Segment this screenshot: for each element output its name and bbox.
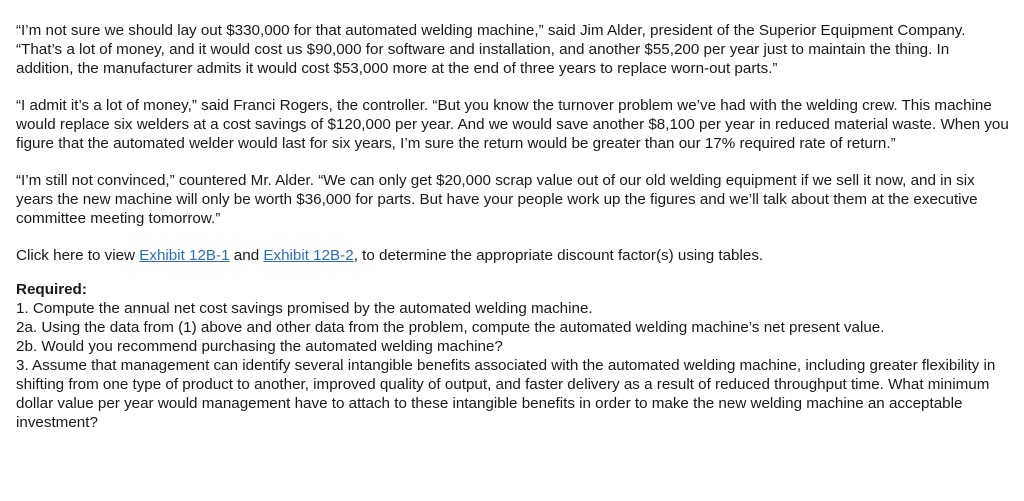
required-item-1: 1. Compute the annual net cost savings promised by the automated welding machine. — [16, 300, 593, 317]
paragraph-alder-reply: “I’m still not convinced,” countered Mr. Alder. “We can only get $20,000 scrap value out of our old welding equipment if we sell it now, and in six years the new machine will only be worth $36,000 for parts. But have your people work up the figures and we’ll talk about them at the executive committee meeting tomorrow.” — [16, 172, 978, 227]
exhibits-suffix: , to determine the appropriate discount factor(s) using tables. — [353, 247, 764, 264]
required-item-3: 3. Assume that management can identify several intangible benefits associated with the automated welding machine, including greater flexibility in shifting from one type of product to another, improved quality of output, and faster delivery as a result of reduced throughput time. What minimum dollar value per year would management have to attach to these intangible benefits in order to make the new welding machine an acceptable investment? — [16, 357, 996, 431]
paragraph-rogers-statement: “I admit it’s a lot of money,” said Franci Rogers, the controller. “But you know the turnover problem we’ve had with the welding crew. This machine would replace six welders at a cost savings of $120,000 per year. And we would save another $8,100 per year in reduced material waste. When you figure that the automated welder would last for six years, I’m sure the return would be greater than our 17% required rate of return.” — [16, 97, 1009, 152]
required-heading: Required: — [16, 281, 87, 298]
exhibits-middle: and — [229, 247, 264, 264]
paragraph-alder-statement: “I’m not sure we should lay out $330,000 for that automated welding machine,” said Jim Alder, president of the Superior Equipment Company. “That’s a lot of money, and it would cost us $90,000 for software and installation, and another $55,200 per year just to maintain the thing. In addition, the manufacturer admits it would cost $53,000 more at the end of three years to replace worn-out parts.” — [16, 22, 966, 77]
exhibit-12b-2-link[interactable]: Exhibit 12B-2 — [263, 247, 354, 264]
required-section — [16, 280, 1010, 432]
exhibits-line — [16, 246, 1010, 265]
required-item-2b: 2b. Would you recommend purchasing the automated welding machine? — [16, 338, 503, 355]
exhibit-12b-1-link[interactable]: Exhibit 12B-1 — [139, 247, 230, 264]
exhibits-prefix: Click here to view — [16, 247, 140, 264]
required-item-2a: 2a. Using the data from (1) above and other data from the problem, compute the automated welding machine’s net present value. — [16, 319, 885, 336]
